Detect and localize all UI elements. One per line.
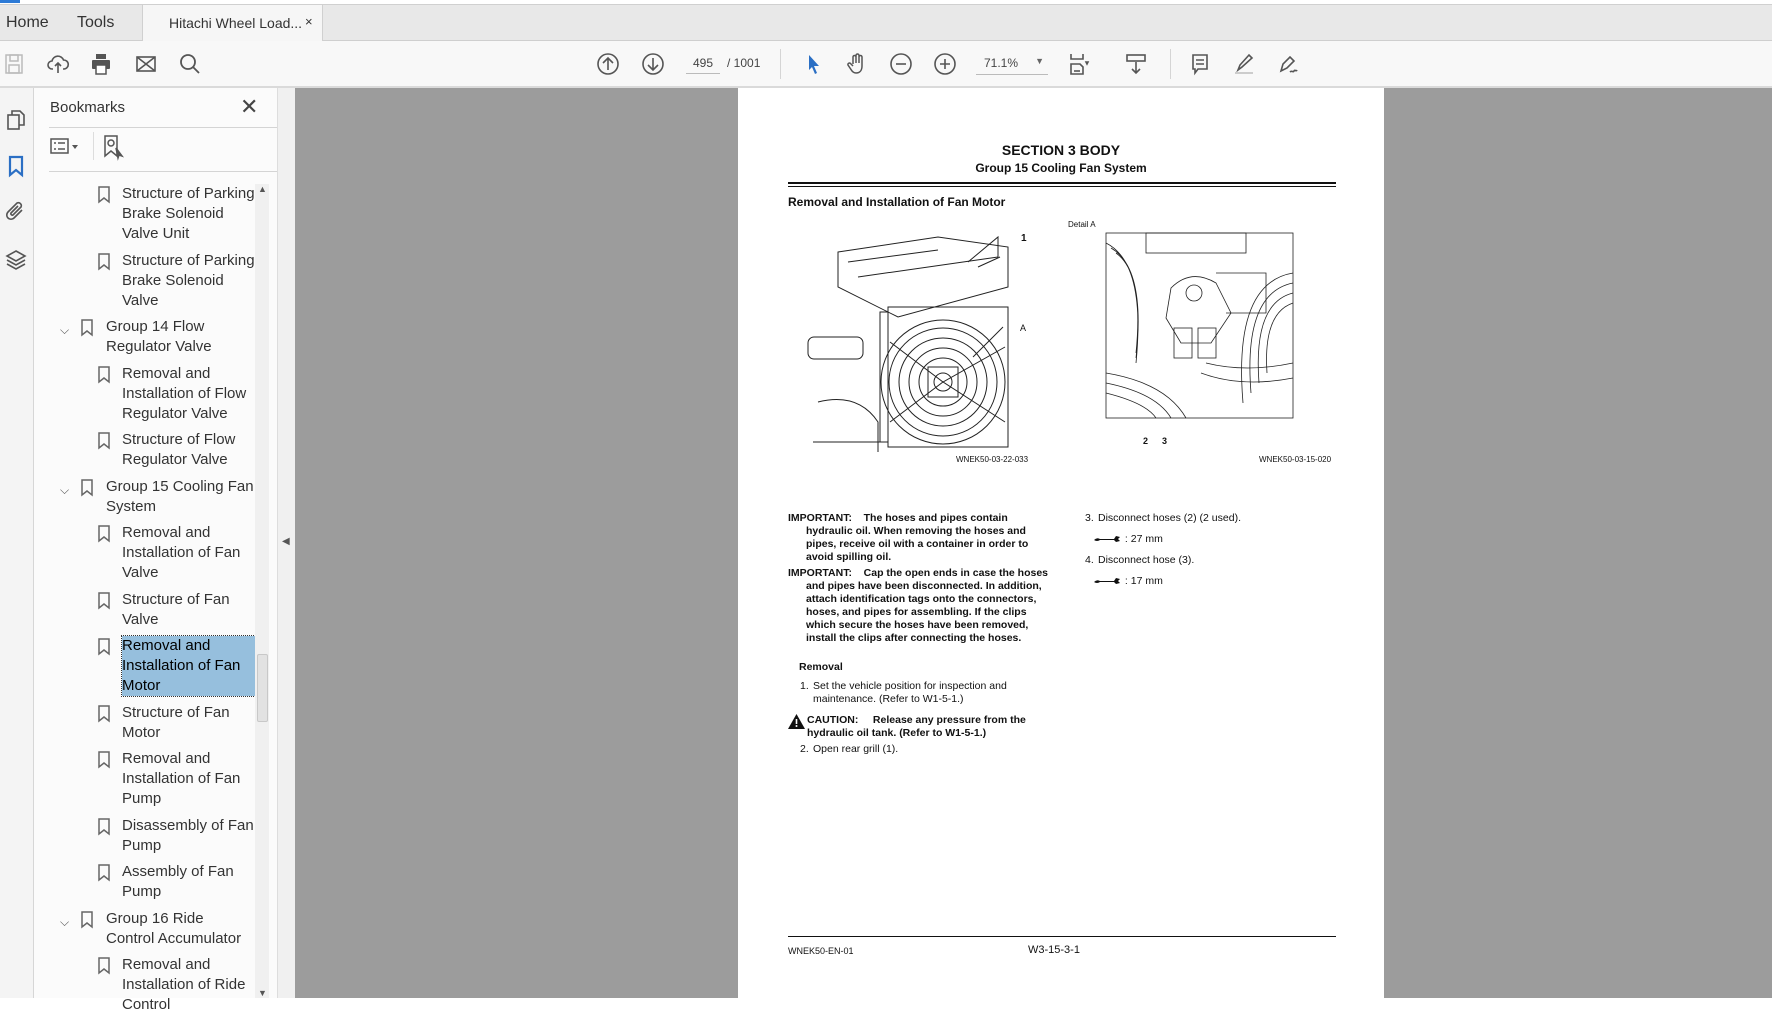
sign-icon[interactable]	[1276, 52, 1300, 76]
bookmark-icon	[98, 366, 110, 383]
bookmark-item[interactable]	[34, 749, 255, 809]
previous-page-icon[interactable]	[596, 52, 620, 76]
important-note-2	[788, 567, 1050, 645]
bookmark-label: Removal and Installation of Ride Control	[122, 956, 246, 1013]
chevron-down-icon[interactable]: ⌵	[60, 914, 70, 929]
divider	[1170, 49, 1171, 79]
bookmark-icon	[98, 592, 110, 609]
important-label: IMPORTANT:	[788, 567, 852, 579]
bookmark-icon	[81, 479, 93, 496]
bookmark-item[interactable]	[34, 703, 255, 743]
bookmark-scrollbar[interactable]	[255, 184, 269, 998]
bookmark-item[interactable]	[34, 590, 255, 630]
next-page-icon[interactable]	[641, 52, 665, 76]
zoom-in-icon[interactable]	[933, 52, 957, 76]
attachments-icon[interactable]	[4, 200, 28, 224]
bookmark-item[interactable]	[34, 317, 255, 357]
bookmark-label: Assembly of Fan Pump	[122, 863, 234, 900]
wrench-size-2	[1094, 575, 1335, 588]
find-bookmark-icon[interactable]	[102, 134, 126, 160]
rear-grill-illustration	[808, 232, 1030, 452]
collapse-arrow-icon: ◀	[282, 536, 290, 547]
step-text: Disconnect hoses (2) (2 used).	[1098, 512, 1241, 524]
right-text-column	[1085, 512, 1335, 588]
upload-cloud-icon[interactable]	[46, 52, 70, 76]
collapse-panel-handle[interactable]	[277, 88, 295, 998]
left-text-column	[788, 512, 1050, 756]
fan-motor-detail-illustration	[1106, 233, 1293, 418]
caution-label: CAUTION:	[807, 714, 859, 726]
scroll-down-icon[interactable]: ▼	[258, 988, 267, 998]
app-indicator	[0, 0, 20, 3]
bookmark-icon	[98, 751, 110, 768]
rule	[788, 186, 1336, 187]
tab-home[interactable]: Home	[6, 14, 49, 31]
bookmark-label: Structure of Fan Valve	[122, 590, 230, 628]
bookmark-icon	[98, 705, 110, 722]
chevron-down-icon: ▼	[1035, 56, 1044, 66]
section-title: SECTION 3 BODY	[1001, 142, 1121, 158]
step-text: Set the vehicle position for inspection and maintenance. (Refer to W1-5-1.)	[813, 680, 1007, 705]
footer-rule	[788, 936, 1336, 937]
bookmark-icon	[81, 911, 93, 928]
divider	[49, 127, 297, 128]
step-number: 2.	[800, 743, 809, 755]
navigation-rail	[0, 88, 34, 998]
callout-1: 1	[1021, 233, 1027, 244]
bookmark-label: Removal and Installation of Fan Valve	[122, 524, 241, 581]
search-icon[interactable]	[178, 52, 202, 76]
rule	[788, 182, 1336, 184]
close-panel-icon[interactable]: ✕	[240, 94, 259, 119]
bookmark-label: Group 16 Ride Control Accumulator	[106, 909, 242, 947]
bookmark-item[interactable]	[34, 909, 255, 949]
tab-document[interactable]	[142, 5, 323, 42]
callout-3: 3	[1162, 436, 1168, 446]
bookmark-label: Removal and Installation of Fan Pump	[122, 750, 241, 807]
caution-text: Release any pressure from the hydraulic oil tank. (Refer to W1-5-1.)	[807, 714, 1026, 739]
step-4	[1085, 554, 1335, 567]
pdf-page	[738, 88, 1384, 998]
bookmark-label: Group 14 Flow Regulator Valve	[106, 318, 212, 355]
bookmark-label: Removal and Installation of Fan Motor	[122, 636, 255, 696]
chevron-down-icon[interactable]: ⌵	[60, 323, 70, 337]
bookmark-icon	[98, 818, 110, 835]
close-tab-icon[interactable]: ×	[305, 14, 313, 29]
step-number: 3.	[1085, 512, 1094, 524]
step-3	[1085, 512, 1335, 525]
figure-2-caption: WNEK50-03-15-020	[1259, 455, 1332, 464]
bookmark-item[interactable]	[34, 251, 255, 311]
fit-page-icon[interactable]	[1067, 52, 1091, 76]
removal-heading: Removal	[799, 661, 843, 673]
bookmark-icon	[98, 186, 110, 203]
hand-tool-icon[interactable]	[845, 52, 869, 76]
wrench-icon	[1094, 577, 1122, 585]
bookmark-item[interactable]	[34, 430, 255, 470]
bookmark-icon	[98, 957, 110, 974]
bookmark-icon	[98, 638, 110, 655]
wrench-icon	[1094, 535, 1122, 543]
tab-document-label: Hitachi Wheel Load...	[169, 15, 303, 31]
divider	[780, 49, 781, 79]
bookmark-icon	[98, 864, 110, 881]
step-text: Disconnect hose (3).	[1098, 554, 1195, 566]
bookmark-item[interactable]	[34, 184, 255, 244]
bookmark-icon	[98, 253, 110, 270]
bookmark-item[interactable]	[34, 816, 255, 856]
figure-1-caption: WNEK50-03-22-033	[956, 455, 1029, 464]
bookmark-item[interactable]	[34, 523, 255, 583]
save-icon[interactable]	[2, 52, 26, 76]
bookmark-label: Structure of Flow Regulator Valve	[122, 431, 236, 468]
divider	[49, 171, 297, 172]
page-total: / 1001	[727, 56, 761, 70]
warning-triangle-icon	[788, 714, 805, 729]
bookmark-icon	[98, 525, 110, 542]
bookmark-item[interactable]	[34, 636, 255, 696]
bookmark-item[interactable]	[34, 955, 255, 1015]
list-options-icon	[50, 136, 84, 158]
print-icon[interactable]	[89, 52, 113, 76]
detail-label: Detail A	[1068, 220, 1096, 229]
bookmark-label: Disassembly of Fan Pump	[122, 816, 254, 854]
bookmark-options-menu[interactable]	[50, 136, 84, 158]
callout-a: A	[1020, 323, 1027, 333]
bookmark-list	[34, 184, 255, 1013]
wrench-size-1	[1094, 533, 1335, 546]
tab-bar	[0, 4, 1772, 41]
zoom-out-icon[interactable]	[889, 52, 913, 76]
procedure-heading: Removal and Installation of Fan Motor	[788, 195, 1006, 209]
wrench-size-text: : 27 mm	[1124, 533, 1163, 545]
zoom-level-select[interactable]	[976, 56, 1048, 75]
comment-icon[interactable]	[1188, 52, 1212, 76]
scroll-up-icon[interactable]: ▲	[258, 184, 267, 194]
panel-title: Bookmarks	[50, 99, 126, 116]
chevron-down-icon[interactable]: ⌵	[60, 482, 70, 497]
bookmark-icon	[81, 319, 93, 336]
bookmark-item[interactable]	[34, 862, 255, 902]
bookmark-label: Group 15 Cooling Fan System	[106, 477, 254, 515]
bookmark-label: Structure of Parking Brake Solenoid Valve Unit	[122, 185, 255, 242]
layers-icon[interactable]	[4, 248, 28, 272]
caution-note	[788, 714, 1050, 740]
scroll-thumb[interactable]	[257, 654, 268, 722]
bookmark-label: Structure of Parking Brake Solenoid Valve	[122, 251, 255, 309]
page-thumbnails-icon[interactable]	[4, 108, 28, 132]
tab-tools[interactable]: Tools	[77, 14, 115, 31]
wrench-size-text: : 17 mm	[1124, 575, 1163, 587]
bookmarks-panel	[34, 88, 277, 1013]
step-text: Open rear grill (1).	[813, 743, 899, 755]
step-1	[800, 680, 1015, 706]
bookmark-item[interactable]	[34, 477, 255, 517]
select-pointer-icon[interactable]	[801, 52, 825, 76]
important-text: The hoses and pipes contain hydraulic oil. When removing the hoses and pipes, receive oil with a container in order to avoid spilling oil.	[806, 512, 1029, 563]
zoom-level-value: 71.1%	[984, 56, 1019, 70]
group-title: Group 15 Cooling Fan System	[975, 161, 1147, 175]
scroll-mode-icon[interactable]	[1124, 52, 1148, 76]
bookmark-icon	[98, 432, 110, 449]
highlight-pen-icon[interactable]	[1232, 52, 1256, 76]
bookmark-item[interactable]	[34, 364, 255, 424]
bookmarks-icon[interactable]	[4, 154, 28, 178]
toolbar	[0, 41, 1772, 88]
email-icon[interactable]	[134, 52, 158, 76]
step-number: 4.	[1085, 554, 1094, 566]
step-number: 1.	[800, 680, 809, 692]
footer-doc-id: WNEK50-EN-01	[788, 946, 854, 956]
callout-2: 2	[1143, 436, 1149, 446]
step-2	[800, 743, 1015, 756]
bookmark-label: Removal and Installation of Flow Regulator Valve	[122, 364, 247, 422]
important-text: Cap the open ends in case the hoses and pipes have been disconnected. In addition, attach identification tags onto the connectors, hoses, and pipes for assembling. If the clips which secure the hoses have been removed, install the clips after connecting the hoses.	[806, 567, 1049, 644]
footer-page-id: W3-15-3-1	[1028, 944, 1080, 956]
divider	[93, 132, 94, 160]
bookmark-label: Structure of Fan Motor	[122, 703, 230, 741]
important-note-1	[788, 512, 1050, 564]
page-number-input[interactable]: 495	[686, 56, 720, 74]
document-viewer[interactable]	[295, 88, 1772, 998]
important-label: IMPORTANT:	[788, 512, 852, 524]
